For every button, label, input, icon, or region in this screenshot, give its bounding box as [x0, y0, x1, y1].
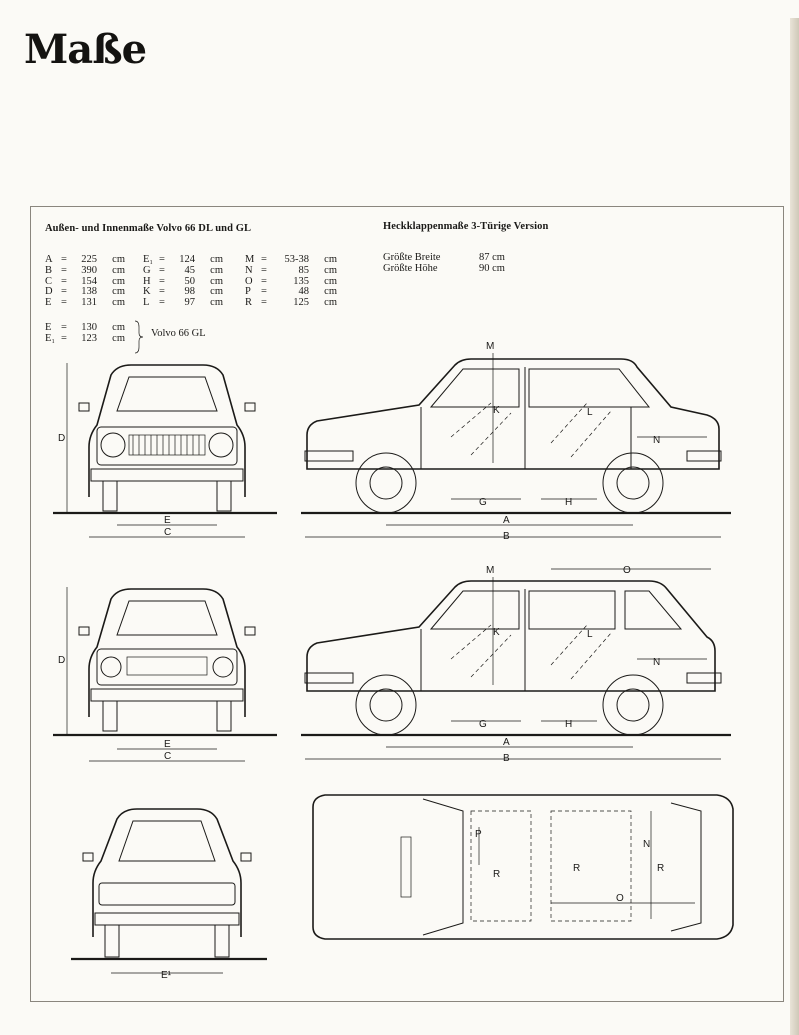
side-body-outline [307, 359, 719, 469]
measurement-row: L = 97 cm [143, 297, 223, 309]
measurement-row: G = 45 cm [143, 264, 223, 276]
label-c-2: C [164, 751, 172, 762]
label-a-2: A [503, 737, 510, 748]
measurement-row: E₁ = 123 cm [45, 332, 125, 344]
front-view-3door [79, 589, 255, 731]
measurement-row: E₁ = 124 cm [143, 254, 223, 265]
dimensions-panel [30, 206, 784, 1002]
label-r-1: R [493, 869, 501, 880]
front-wheel [356, 453, 416, 513]
label-g-2: G [479, 719, 487, 730]
label-p: P [475, 829, 482, 840]
mirror-left [79, 403, 89, 411]
measurement-row: D = 138 cm [45, 286, 125, 298]
label-b-2: B [503, 753, 510, 764]
measurement-row: C = 154 cm [45, 275, 125, 287]
label-d: D [58, 433, 66, 444]
measurement-row: B = 390 cm [45, 264, 125, 276]
front-wheel-right [217, 481, 231, 511]
technical-drawings [31, 207, 783, 1001]
label-c: C [164, 527, 172, 538]
label-b: B [503, 531, 510, 542]
label-e1: E¹ [161, 970, 171, 981]
label-o: O [623, 565, 631, 576]
label-k-2: K [493, 627, 500, 638]
measurement-row: A = 225 cm [45, 254, 125, 265]
measurement-row: E = 131 cm [45, 297, 125, 309]
label-d-2: D [58, 655, 66, 666]
gl-brace-label: Volvo 66 GL [151, 328, 206, 339]
top-body-outline [313, 795, 733, 939]
measurement-row: O = 135 cm [245, 275, 337, 287]
label-k: K [493, 405, 500, 416]
front-body-outline [89, 365, 245, 497]
page-spine-shadow [790, 18, 799, 1035]
front-bumper-side [305, 451, 353, 461]
tail-panel [99, 883, 235, 905]
rear-bumper-side [687, 451, 721, 461]
front-wheel-left [103, 481, 117, 511]
rear-window-top [671, 803, 701, 931]
rear-view [83, 809, 251, 957]
tailgate-row: Größte Breite 87 cm [383, 252, 505, 263]
measurement-row: P = 48 cm [245, 286, 337, 298]
label-r-2: R [573, 863, 581, 874]
label-n-2: N [653, 657, 661, 668]
label-l: L [587, 407, 593, 418]
rear-seat-top [551, 811, 631, 921]
label-m-2: M [486, 565, 495, 576]
label-h-2: H [565, 719, 573, 730]
label-m: M [486, 341, 495, 352]
label-l-2: L [587, 629, 593, 640]
grille [129, 435, 205, 455]
front-bumper [91, 469, 243, 481]
measurement-row: K = 98 cm [143, 286, 223, 298]
headlight-left [101, 433, 125, 457]
label-n-top: N [643, 839, 651, 850]
measurement-row: N = 85 cm [245, 264, 337, 276]
rear-side-window [529, 369, 649, 407]
label-a: A [503, 515, 510, 526]
label-e-2: E [164, 739, 171, 750]
tailgate-heading: Heckklappenmaße 3-Türige Version [383, 221, 549, 232]
front-seats-top [471, 811, 531, 921]
label-r-3: R [657, 863, 665, 874]
label-n: N [653, 435, 661, 446]
mirror-right [245, 403, 255, 411]
front-side-window [431, 369, 519, 407]
exterior-interior-heading: Außen- und Innenmaße Volvo 66 DL und GL [45, 223, 252, 234]
grille-area [97, 427, 237, 465]
rear-bumper [95, 913, 239, 925]
measurement-row: E = 130 cm [45, 322, 125, 333]
top-view [313, 795, 733, 939]
label-g: G [479, 497, 487, 508]
page-title: Maße [24, 26, 147, 73]
gl-brace [135, 321, 143, 353]
label-h: H [565, 497, 573, 508]
measurement-row: M = 53-38 cm [245, 254, 337, 265]
measurement-row: H = 50 cm [143, 275, 223, 287]
front-view-4door [79, 365, 255, 511]
label-o-top: O [616, 893, 624, 904]
rear-window [119, 821, 215, 861]
rear-wheel [603, 453, 663, 513]
label-e: E [164, 515, 171, 526]
measurement-row: R = 125 cm [245, 297, 337, 309]
tailgate-row: Größte Höhe 90 cm [383, 262, 505, 274]
windshield [117, 377, 217, 411]
windshield-top [423, 799, 463, 935]
headlight-right [209, 433, 233, 457]
